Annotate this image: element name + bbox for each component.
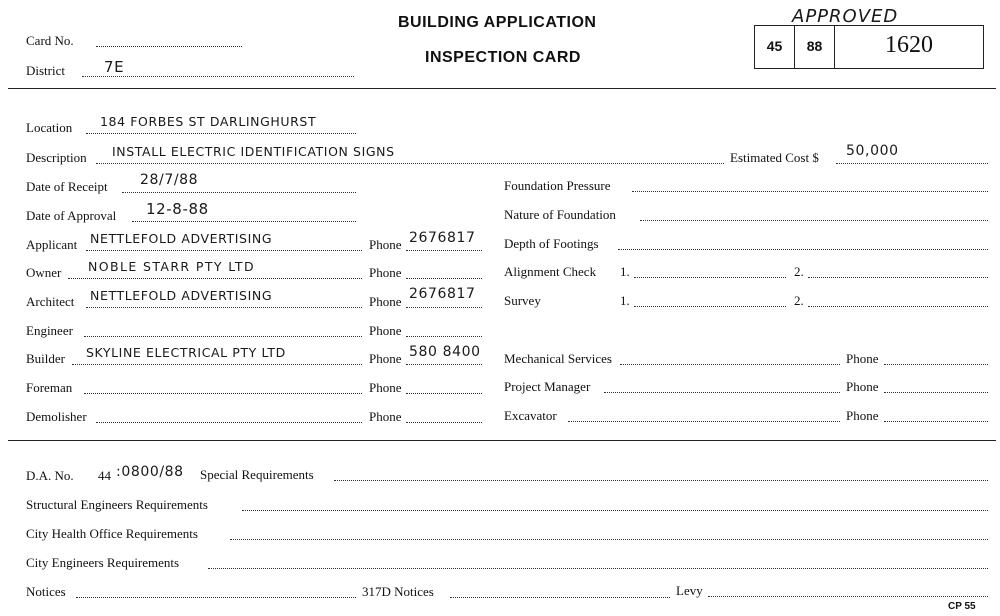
description-line [96, 163, 724, 164]
estimated-cost-label: Estimated Cost $ [730, 150, 819, 165]
architect-phone-line [406, 307, 482, 308]
health-line [230, 539, 988, 540]
depth-footings-label: Depth of Footings [504, 236, 599, 251]
box-b: 88 [806, 38, 823, 54]
receipt-line [122, 192, 356, 193]
district-line [82, 76, 354, 77]
builder-label: Builder [26, 351, 65, 366]
foreman-label: Foreman [26, 380, 73, 395]
da-label: D.A. No. [26, 468, 74, 483]
survey-2-label: 2. [794, 293, 804, 308]
location-value: 184 FORBES ST DARLINGHURST [100, 114, 317, 129]
approved-stamp: APPROVED [792, 6, 899, 27]
special-line [334, 480, 988, 481]
city-eng-label: City Engineers Requirements [26, 555, 180, 570]
foundation-pressure-label: Foundation Pressure [504, 178, 611, 193]
box-number: 1620 [885, 32, 933, 58]
title-line2: INSPECTION CARD [425, 49, 581, 66]
notices-label: Notices [26, 584, 66, 599]
mechanical-phone-label: Phone [846, 351, 879, 366]
demolisher-phone-line [406, 422, 482, 423]
nature-foundation-label: Nature of Foundation [504, 207, 616, 222]
applicant-phone-label: Phone [369, 237, 402, 252]
applicant-value: NETTLEFOLD ADVERTISING [90, 231, 273, 246]
demolisher-label: Demolisher [26, 409, 87, 424]
structural-line [242, 510, 988, 511]
foreman-phone-line [406, 393, 482, 394]
owner-phone-line [406, 278, 482, 279]
architect-label: Architect [26, 294, 75, 309]
description-label: Description [26, 150, 87, 165]
survey-1-line [634, 306, 786, 307]
da-prefix: 44 [98, 468, 111, 483]
levy-line [708, 596, 988, 597]
alignment-1-line [634, 277, 786, 278]
project-manager-phone-label: Phone [846, 379, 879, 394]
box-a: 45 [766, 38, 783, 54]
city-eng-line [208, 568, 988, 569]
mechanical-label: Mechanical Services [504, 351, 612, 366]
owner-value: NOBLE STARR PTY LTD [88, 259, 255, 274]
survey-2-line [808, 306, 988, 307]
description-value: INSTALL ELECTRIC IDENTIFICATION SIGNS [112, 144, 395, 159]
district-value: 7E [104, 58, 125, 76]
excavator-phone-label: Phone [846, 408, 879, 423]
builder-phone: 580 8400 [409, 344, 481, 360]
excavator-label: Excavator [504, 408, 557, 423]
structural-label: Structural Engineers Requirements [26, 497, 208, 512]
owner-line [68, 278, 362, 279]
alignment-2-label: 2. [794, 264, 804, 279]
nature-foundation-line [640, 220, 988, 221]
card-no-label: Card No. [26, 33, 74, 48]
architect-value: NETTLEFOLD ADVERTISING [90, 288, 273, 303]
foreman-phone-label: Phone [369, 380, 402, 395]
receipt-label: Date of Receipt [26, 179, 108, 194]
approval-line [132, 221, 356, 222]
card-number-box [754, 25, 984, 69]
alignment-label: Alignment Check [504, 264, 597, 279]
builder-phone-line [406, 364, 482, 365]
project-manager-line [604, 392, 840, 393]
district-label: District [26, 63, 65, 78]
survey-1-label: 1. [620, 293, 630, 308]
architect-line [86, 307, 362, 308]
estimated-cost-line [836, 163, 988, 164]
approval-value: 12-8-88 [146, 200, 209, 218]
receipt-value: 28/7/88 [140, 172, 199, 188]
applicant-label: Applicant [26, 237, 78, 252]
card-no-line [96, 46, 242, 47]
estimated-cost-value: 50,000 [846, 143, 899, 159]
engineer-phone-line [406, 336, 482, 337]
title-line1: BUILDING APPLICATION [398, 14, 597, 31]
notices-317d-label: 317D Notices [362, 584, 434, 599]
applicant-phone: 2676817 [409, 230, 476, 246]
architect-phone: 2676817 [409, 286, 476, 302]
foreman-line [84, 393, 362, 394]
builder-phone-label: Phone [369, 351, 402, 366]
applicant-line [86, 250, 362, 251]
owner-label: Owner [26, 265, 62, 280]
demolisher-phone-label: Phone [369, 409, 402, 424]
section-divider [8, 440, 996, 441]
engineer-phone-label: Phone [369, 323, 402, 338]
survey-label: Survey [504, 293, 541, 308]
health-label: City Health Office Requirements [26, 526, 198, 541]
engineer-label: Engineer [26, 323, 73, 338]
excavator-phone-line [884, 421, 988, 422]
alignment-1-label: 1. [620, 264, 630, 279]
location-label: Location [26, 120, 73, 135]
builder-line [72, 364, 362, 365]
project-manager-label: Project Manager [504, 379, 591, 394]
demolisher-line [96, 422, 362, 423]
notices-317d-line [450, 597, 670, 598]
location-line [86, 133, 356, 134]
da-value: :0800/88 [116, 464, 184, 480]
depth-footings-line [618, 249, 988, 250]
project-manager-phone-line [884, 392, 988, 393]
applicant-phone-line [406, 250, 482, 251]
notices-line [76, 597, 356, 598]
owner-phone-label: Phone [369, 265, 402, 280]
approval-label: Date of Approval [26, 208, 117, 223]
header-divider [8, 88, 996, 89]
mechanical-phone-line [884, 364, 988, 365]
alignment-2-line [808, 277, 988, 278]
builder-value: SKYLINE ELECTRICAL PTY LTD [86, 345, 286, 360]
excavator-line [568, 421, 840, 422]
architect-phone-label: Phone [369, 294, 402, 309]
foundation-pressure-line [632, 191, 988, 192]
mechanical-line [620, 364, 840, 365]
engineer-line [84, 336, 362, 337]
levy-label: Levy [676, 583, 703, 598]
special-label: Special Requirements [200, 467, 314, 482]
form-code: CP 55 [948, 601, 976, 612]
